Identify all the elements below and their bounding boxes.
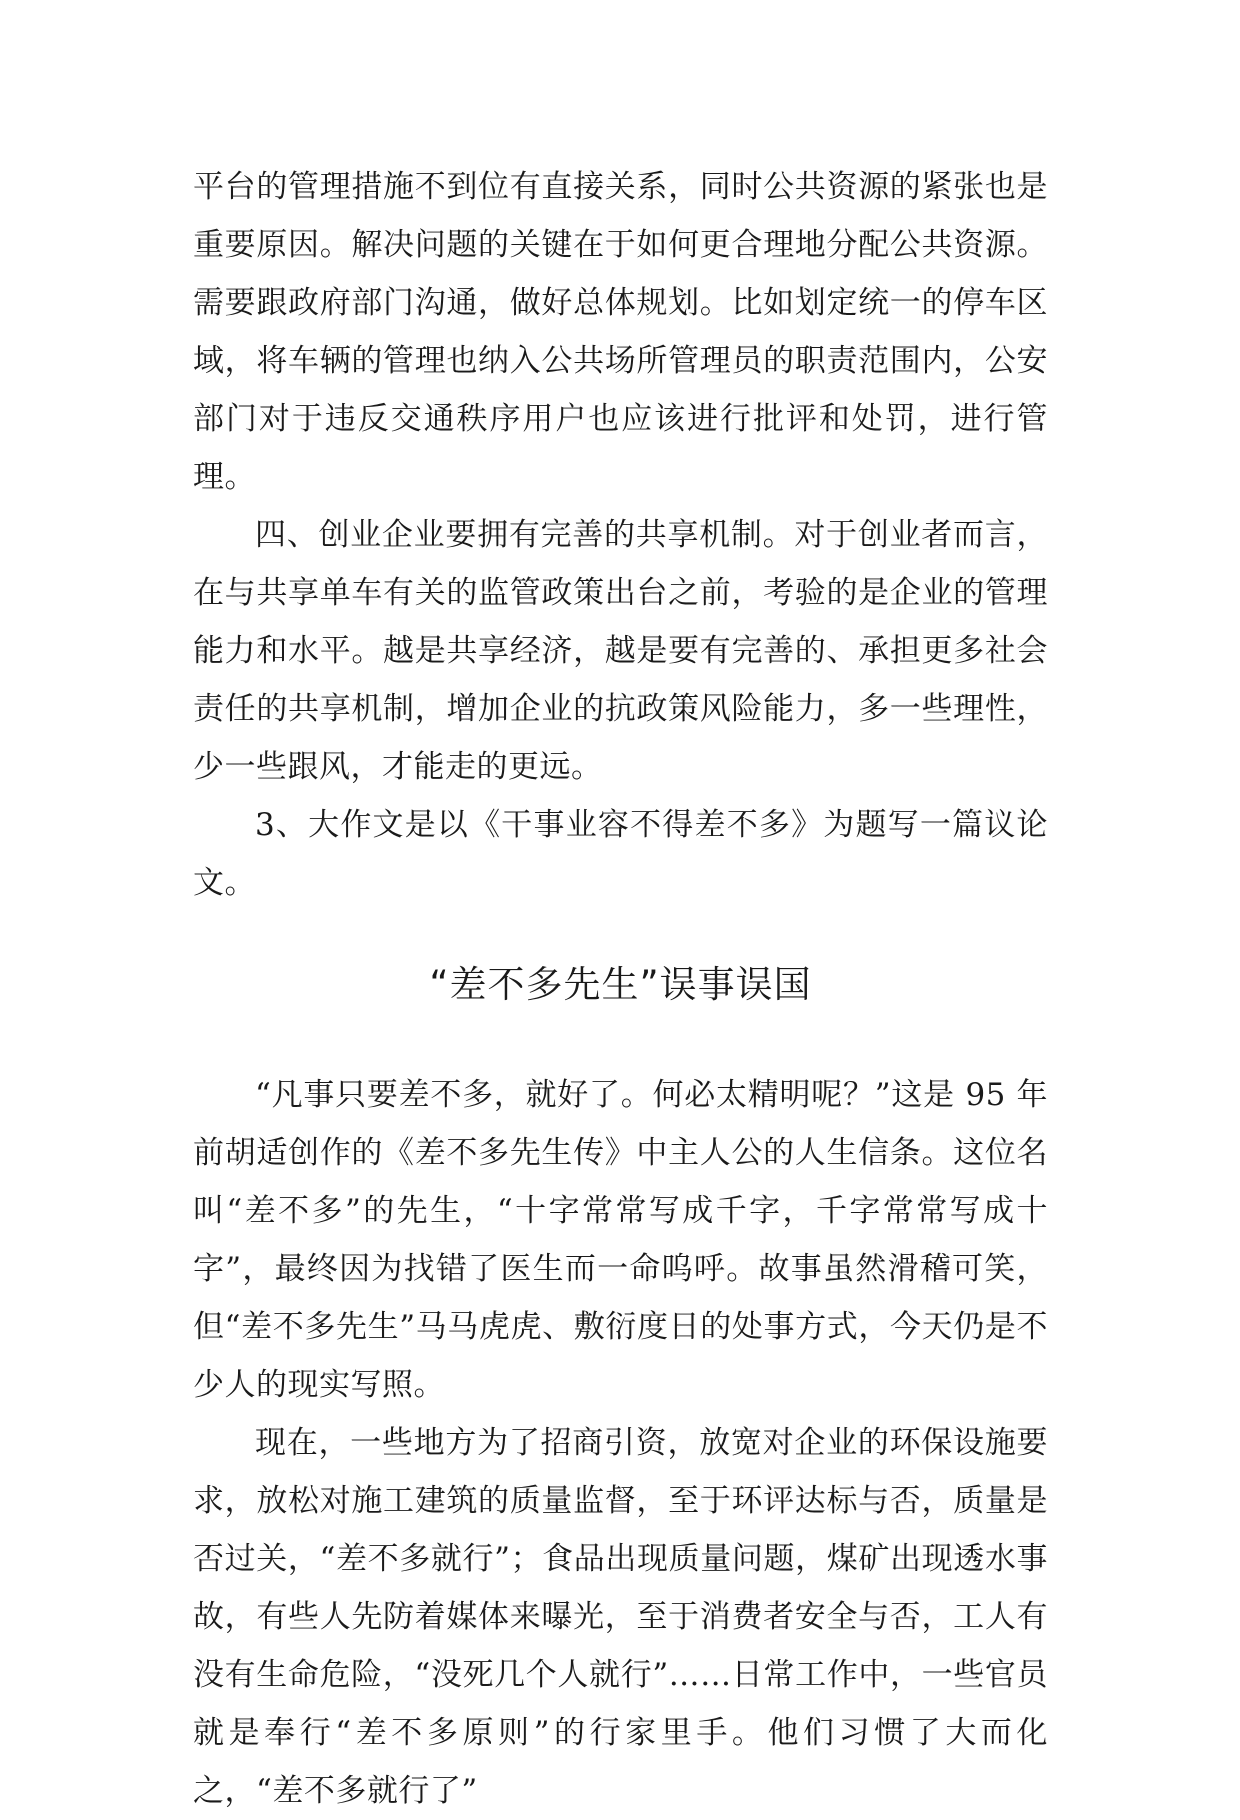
paragraph-continuation: 平台的管理措施不到位有直接关系，同时公共资源的紧张也是重要原因。解决问题的关键在于如何更合理地分配公共资源。需要跟政府部门沟通，做好总体规划。比如划定统一的停车区域，将车辆的管理也纳入公共场所管理员的职责范围内，公安部门对于违反交通秩序用户也应该进行批评和处罚，进行管理。 [193,169,1048,495]
essay-title: “差不多先生”误事误国 [429,963,812,1006]
essay-paragraph-2: 现在，一些地方为了招商引资，放宽对企业的环保设施要求，放松对施工建筑的质量监督，至于环评达标与否，质量是否过关，“差不多就行”；食品出现质量问题，煤矿出现透水事故，有些人先防着媒体来曝光，至于消费者安全与否，工人有没有生命危险，“没死几个人就行”……日常工作中，一些官员就是奉行“差不多原则”的行家里手。他们习惯了大而化之，“差不多就行了” [193,1425,1048,1809]
paragraph-point-four: 四、创业企业要拥有完善的共享机制。对于创业者而言，在与共享单车有关的监管政策出台之前，考验的是企业的管理能力和水平。越是共享经济，越是要有完善的、承担更多社会责任的共享机制，增加企业的抗政策风险能力，多一些理性，少一些跟风，才能走的更远。 [193,517,1048,785]
document-body [193,158,1048,1820]
essay-paragraph-1: “凡事只要差不多，就好了。何必太精明呢？”这是 95 年前胡适创作的《差不多先生传》中主人公的人生信条。这位名叫“差不多”的先生，“十字常常写成千字，千字常常写成十字”，最终因为找错了医生而一命呜呼。故事虽然滑稽可笑，但“差不多先生”马马虎虎、敷衍度日的处事方式，今天仍是不少人的现实写照。 [193,1077,1048,1403]
paragraph-essay-prompt: 3、大作文是以《干事业容不得差不多》为题写一篇议论文。 [193,807,1048,901]
